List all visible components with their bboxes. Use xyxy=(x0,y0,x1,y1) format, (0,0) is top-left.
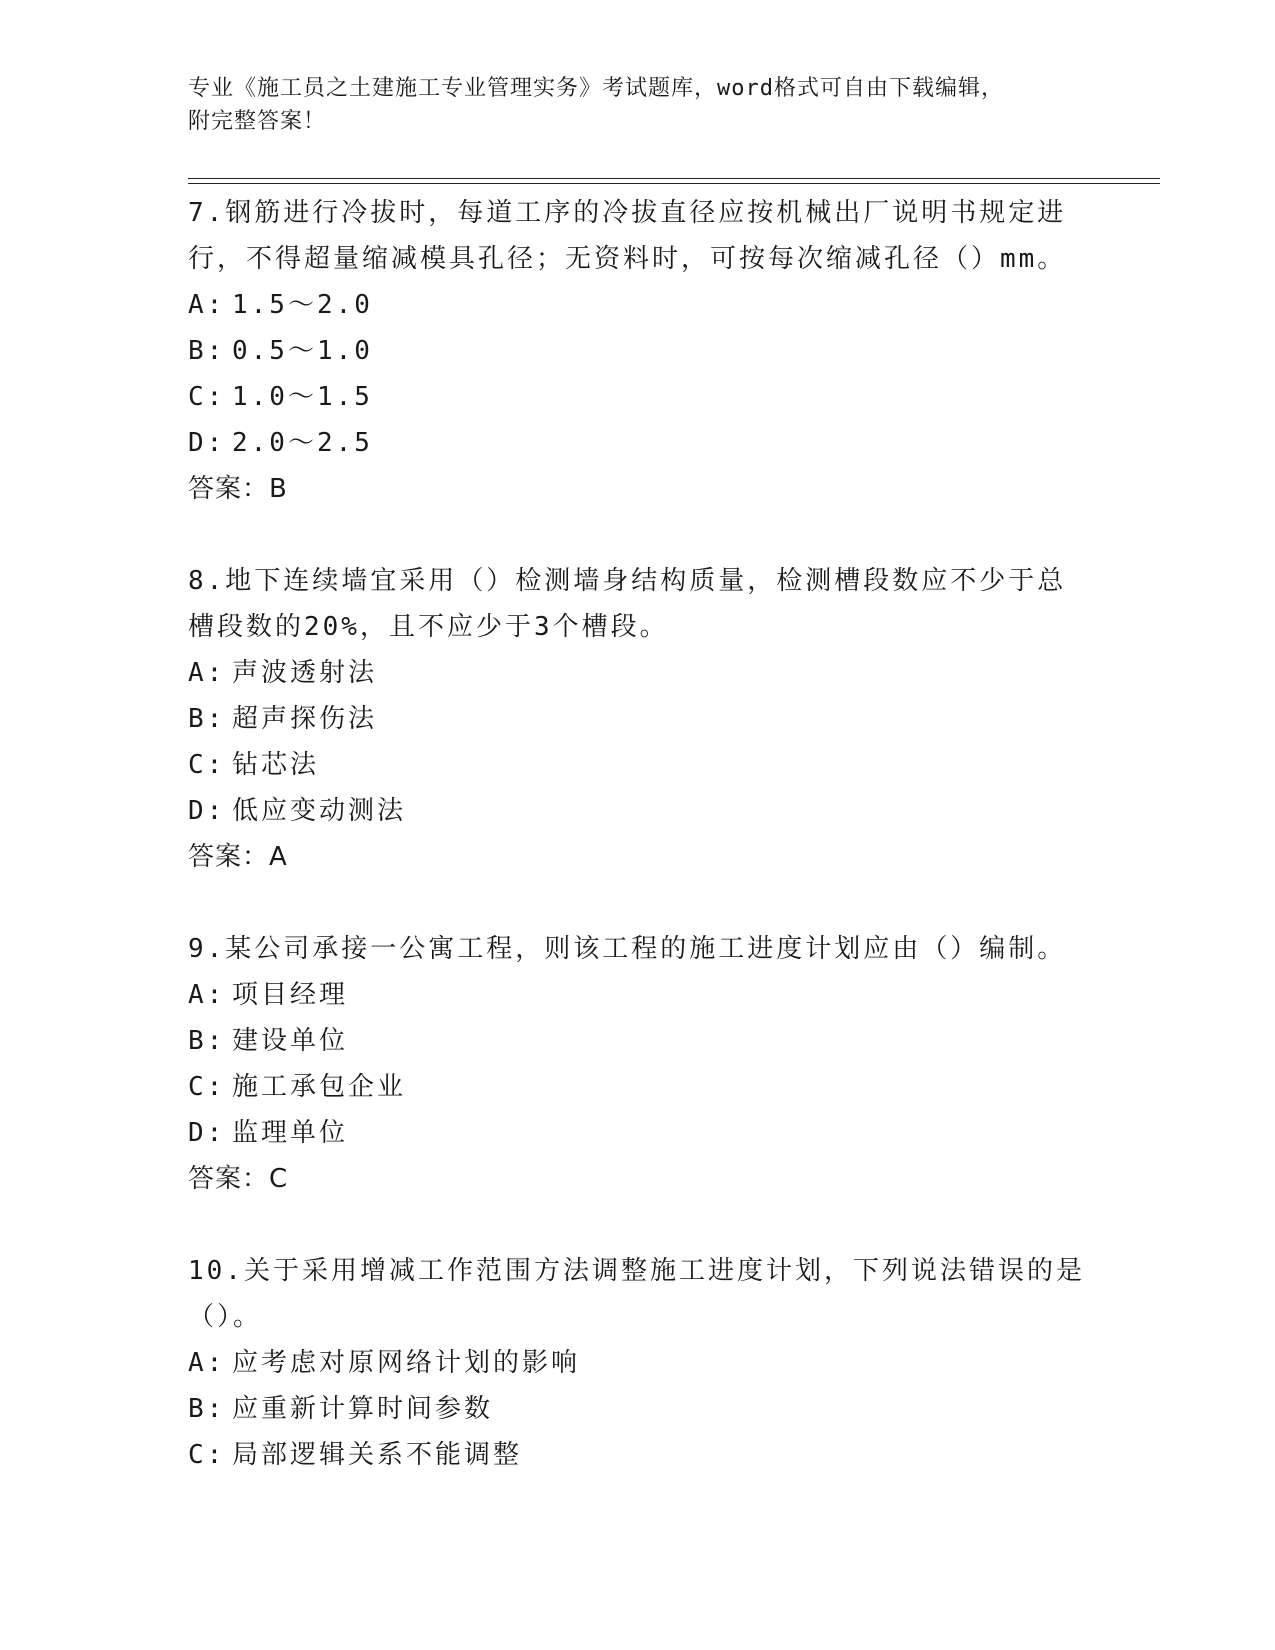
option-text: 超声探伤法 xyxy=(232,704,378,734)
option-b xyxy=(188,328,1088,374)
option-letter: A: xyxy=(188,658,226,688)
option-a xyxy=(188,972,1088,1018)
option-text: 建设单位 xyxy=(232,1026,349,1056)
option-a xyxy=(188,1340,1088,1386)
option-letter: D: xyxy=(188,428,226,458)
option-letter: C: xyxy=(188,1072,226,1102)
option-letter: C: xyxy=(188,1440,226,1470)
question-stem: 10.关于采用增减工作范围方法调整施工进度计划，下列说法错误的是（）。 xyxy=(188,1256,1085,1332)
question-list xyxy=(188,190,1088,1524)
question-8 xyxy=(188,558,1088,880)
header-divider-bottom xyxy=(188,183,1160,184)
option-text: 1.0～1.5 xyxy=(232,382,373,412)
question-9 xyxy=(188,926,1088,1202)
document-header xyxy=(188,72,1088,138)
answer-line: 答案：C xyxy=(188,1164,289,1194)
option-letter: A: xyxy=(188,980,226,1010)
option-c xyxy=(188,742,1088,788)
header-line-2: 附完整答案！ xyxy=(188,109,327,134)
option-d xyxy=(188,420,1088,466)
option-text: 应考虑对原网络计划的影响 xyxy=(232,1348,581,1378)
option-letter: A: xyxy=(188,290,226,320)
option-letter: B: xyxy=(188,704,226,734)
option-c xyxy=(188,1064,1088,1110)
option-text: 0.5～1.0 xyxy=(232,336,373,366)
option-a xyxy=(188,650,1088,696)
question-stem: 9.某公司承接一公寓工程，则该工程的施工进度计划应由（）编制。 xyxy=(188,934,1067,964)
question-stem: 8.地下连续墙宜采用（）检测墙身结构质量，检测槽段数应不少于总槽段数的20%，且不应少于3个槽段。 xyxy=(188,566,1067,642)
option-letter: B: xyxy=(188,1394,226,1424)
option-d xyxy=(188,1110,1088,1156)
option-text: 低应变动测法 xyxy=(232,796,407,826)
option-letter: D: xyxy=(188,1118,226,1148)
option-text: 局部逻辑关系不能调整 xyxy=(232,1440,523,1470)
option-text: 1.5～2.0 xyxy=(232,290,373,320)
option-letter: C: xyxy=(188,382,226,412)
option-a xyxy=(188,282,1088,328)
option-letter: B: xyxy=(188,1026,226,1056)
option-text: 项目经理 xyxy=(232,980,349,1010)
question-stem: 7.钢筋进行冷拔时，每道工序的冷拔直径应按机械出厂说明书规定进行，不得超量缩减模具孔径；无资料时，可按每次缩减孔径（）mm。 xyxy=(188,198,1067,274)
option-text: 钻芯法 xyxy=(232,750,320,780)
option-b xyxy=(188,696,1088,742)
option-b xyxy=(188,1018,1088,1064)
option-letter: B: xyxy=(188,336,226,366)
option-c xyxy=(188,374,1088,420)
option-b xyxy=(188,1386,1088,1432)
header-divider-top xyxy=(188,178,1160,179)
answer-line: 答案：B xyxy=(188,474,288,504)
option-d xyxy=(188,788,1088,834)
option-text: 监理单位 xyxy=(232,1118,349,1148)
option-letter: A: xyxy=(188,1348,226,1378)
option-text: 施工承包企业 xyxy=(232,1072,407,1102)
option-letter: D: xyxy=(188,796,226,826)
question-7 xyxy=(188,190,1088,512)
option-text: 声波透射法 xyxy=(232,658,378,688)
option-text: 应重新计算时间参数 xyxy=(232,1394,494,1424)
header-line-1: 专业《施工员之土建施工专业管理实务》考试题库，word格式可自由下载编辑， xyxy=(188,76,1004,101)
option-c xyxy=(188,1432,1088,1478)
question-10 xyxy=(188,1248,1088,1478)
answer-line: 答案：A xyxy=(188,842,288,872)
option-text: 2.0～2.5 xyxy=(232,428,373,458)
option-letter: C: xyxy=(188,750,226,780)
